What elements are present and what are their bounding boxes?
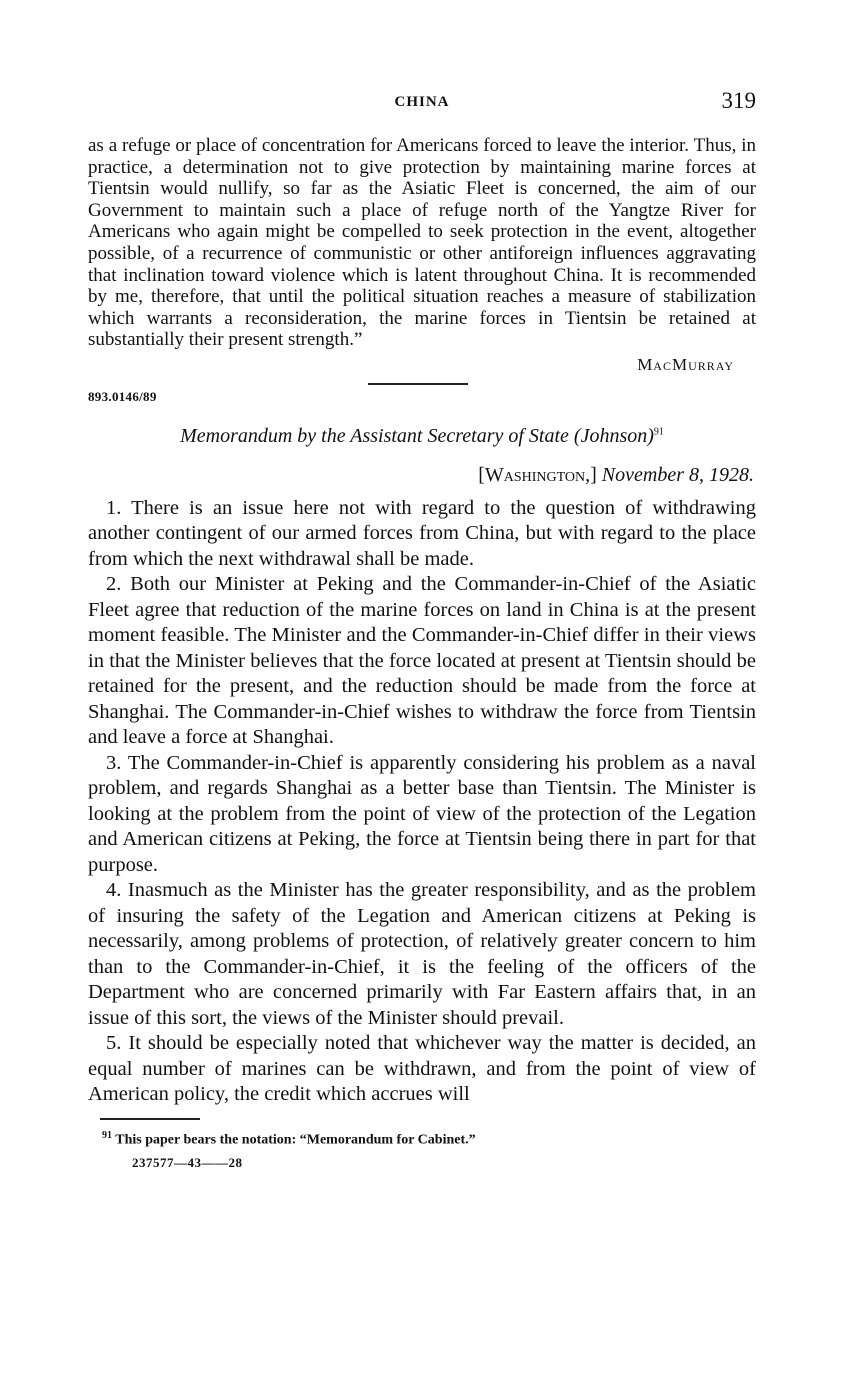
- memo-dateline: [88, 464, 756, 487]
- memo-date: November 8, 1928.: [601, 463, 754, 486]
- signature: MacMurray: [637, 354, 734, 374]
- footnote-text: This paper bears the notation: “Memorandum for Cabinet.”: [115, 1132, 476, 1148]
- memo-paragraph-3: 3. The Commander-in-Chief is apparently considering his problem as a naval problem, and regards Shanghai as a better base than Tientsin. The Minister is looking at the problem from the point of view of the protection of the Legation and American citizens at Peking, the force at Tientsin being there in part for that purpose.: [88, 751, 756, 876]
- running-head: [88, 88, 756, 118]
- page-number: 319: [721, 88, 756, 113]
- memo-paragraph-4: 4. Inasmuch as the Minister has the greater responsibility, and as the problem of insuring the safety of the Legation and American citizens at Peking is necessarily, among problems of protection, of relatively greater concern to him than to the Commander-in-Chief, it is the feeling of the officers of the Department who are concerned primarily with Far Eastern affairs that, in an issue of this sort, the views of the Minister should prevail.: [88, 879, 756, 1029]
- memo-paragraph-2: 2. Both our Minister at Peking and the Commander-in-Chief of the Asiatic Fleet agree that reduction of the marine forces on land in China is at the present moment feasible. The Minister and the Commander-in-Chief differ in their views in that the Minister believes that the force located at present at Tientsin should be retained for the present, and the reduction should be made from the force at Shanghai. The Commander-in-Chief wishes to withdraw the force from Tientsin and leave a force at Shanghai.: [88, 573, 756, 749]
- footnote: [102, 1130, 756, 1149]
- print-code: 237577—43——28: [132, 1154, 243, 1170]
- memo-paragraphs: [88, 496, 756, 1108]
- footnote-mark: 91: [102, 1129, 112, 1141]
- memo-place: [Washington,]: [478, 463, 597, 486]
- memo-paragraph-5: 5. It should be especially noted that whichever way the matter is decided, an equal number of marines can be withdrawn, and from the point of view of American policy, the credit which accrues will: [88, 1032, 756, 1106]
- memo-title-text: Memorandum by the Assistant Secretary of State (Johnson): [180, 424, 654, 447]
- memo-paragraph-1: 1. There is an issue here not with regard to the question of withdrawing another contingent of our armed forces from China, but with regard to the place from which the next withdrawal shall be made.: [88, 496, 756, 570]
- quoted-passage: as a refuge or place of concentration for Americans forced to leave the interior. Thus, in practice, a determination not to give protection by maintaining marine forces at Tientsin would nullify, so far as the Asiatic Fleet is concerned, the aim of our Government to maintain such a place of refuge north of the Yangtze River for Americans who again might be compelled to seek protection in the event, altogether possible, of a recurrence of communistic or other antiforeign influences aggravating that inclination toward violence which is latent throughout China. It is recommended by me, therefore, that until the political situation reaches a measure of stabilization which warrants a reconsideration, the marine forces in Tientsin be retained at substantially their present strength.”: [88, 135, 756, 351]
- memo-title-footnote-mark: 91: [653, 426, 664, 438]
- section-divider: [368, 383, 468, 385]
- running-title: CHINA: [394, 94, 450, 110]
- footnote-divider: [100, 1118, 200, 1120]
- memo-title: [88, 425, 756, 448]
- body-block: [88, 135, 756, 1171]
- file-reference: 893.0146/89: [88, 388, 157, 404]
